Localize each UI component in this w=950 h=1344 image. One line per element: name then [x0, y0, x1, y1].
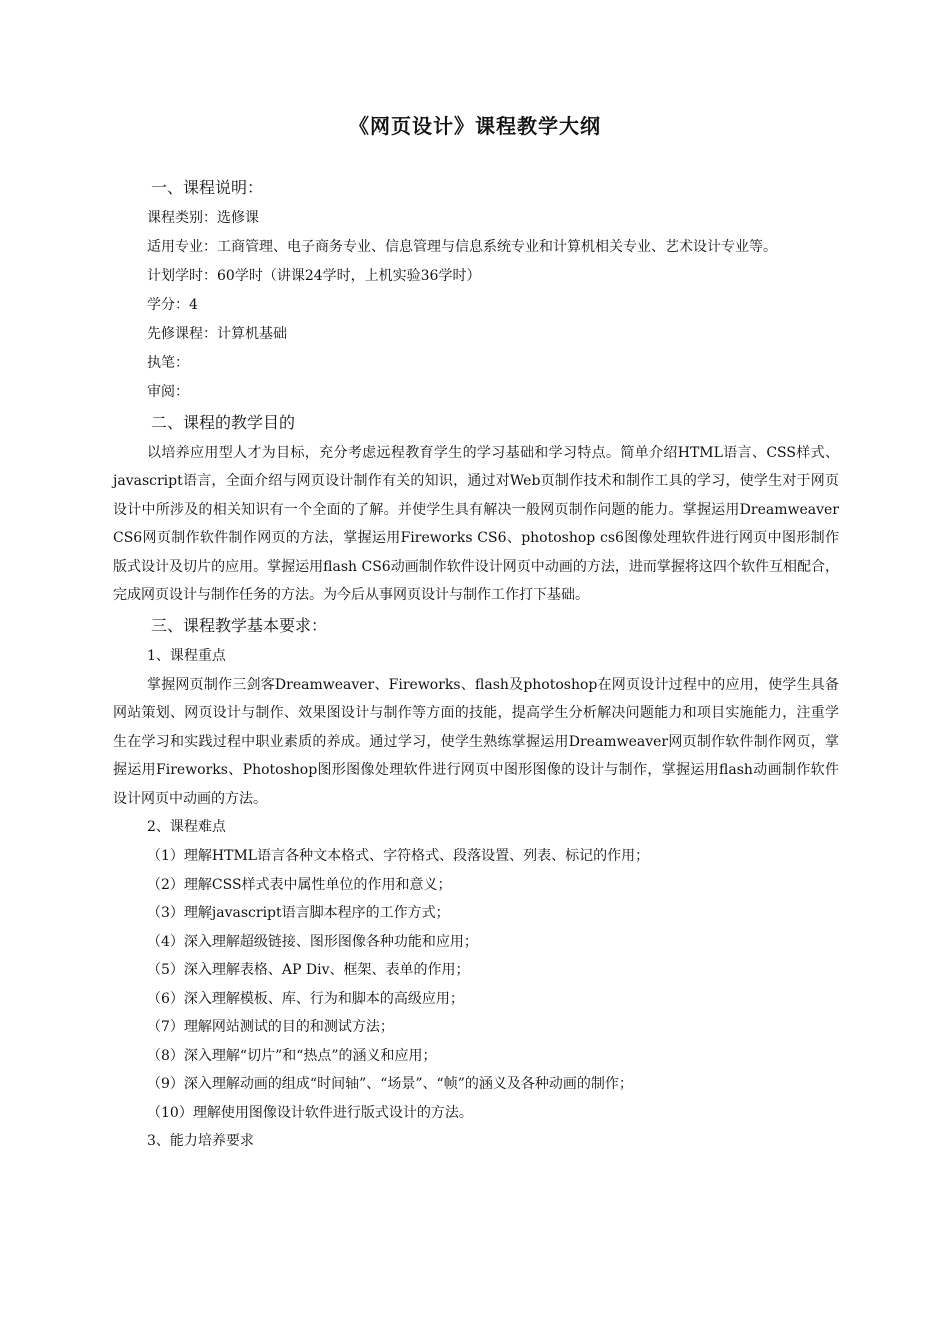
subheading-ability-requirements: 3、能力培养要求 — [147, 1133, 254, 1149]
document-body — [113, 172, 839, 1156]
planned-hours: 计划学时：60学时（讲课24学时，上机实验36学时） — [147, 267, 481, 284]
section-heading-basic-requirements: 三、课程教学基本要求： — [151, 615, 328, 635]
subheading-course-difficulties: 2、课程难点 — [147, 819, 226, 835]
teaching-purpose-paragraph: 以培养应用型人才为目标，充分考虑远程教育学生的学习基础和学习特点。简单介绍HTML语言、CSS样式、javascript语言，全面介绍与网页设计制作有关的知识，通过对Web页制作技术和制作工具的学习，使学生对于网页设计中所涉及的相关知识有一个全面的了解。并使学生具有解决一般网页制作问题的能力。掌握运用Dreamweaver CS6网页制作软件制作网页的方法，掌握运用Fireworks CS6、photoshop cs6图像处理软件进行网页中图形制作版式设计及切片的应用。掌握运用flash CS6动画制作软件设计网页中动画的方法，进而掌握将这四个软件互相配合，完成网页设计与制作任务的方法。为今后从事网页设计与制作工作打下基础。 — [113, 444, 839, 603]
list-item: （9）深入理解动画的组成“时间轴”、“场景”、“帧”的涵义及各种动画的制作； — [147, 1076, 633, 1092]
section-heading-teaching-purpose: 二、课程的教学目的 — [151, 412, 296, 432]
reviewer-field: 审阅： — [147, 383, 189, 400]
course-type: 课程类别：选修课 — [147, 210, 259, 226]
list-item: （2）理解CSS样式表中属性单位的作用和意义； — [147, 876, 452, 893]
document-title: 《网页设计》课程教学大纲 — [349, 114, 601, 138]
section-heading-course-description: 一、课程说明： — [151, 178, 264, 197]
list-item: （1）理解HTML语言各种文本格式、字符格式、段落设置、列表、标记的作用； — [147, 848, 650, 864]
list-item: （7）理解网站测试的目的和测试方法； — [147, 1019, 394, 1035]
list-item: （4）深入理解超级链接、图形图像各种功能和应用； — [147, 933, 478, 950]
author-field: 执笔： — [147, 354, 189, 371]
course-focus-paragraph: 掌握网页制作三剑客Dreamweaver、Fireworks、flash及photoshop在网页设计过程中的应用，使学生具备网站策划、网页设计与制作、效果图设计与制作等方面的技能，提高学生分析解决问题能力和项目实施能力，注重学生在学习和实践过程中职业素质的养成。通过学习，使学生熟练掌握运用Dreamweaver网页制作软件制作网页，掌握运用Fireworks、Photoshop图形图像处理软件进行网页中图形图像的设计与制作，掌握运用flash动画制作软件设计网页中动画的方法。 — [113, 676, 839, 807]
list-item: （6）深入理解模板、库、行为和脚本的高级应用； — [147, 990, 464, 1007]
list-item: （5）深入理解表格、AP Div、框架、表单的作用； — [147, 962, 470, 978]
list-item: （8）深入理解“切片”和“热点”的涵义和应用； — [147, 1047, 437, 1064]
applicable-majors: 适用专业：工商管理、电子商务专业、信息管理与信息系统专业和计算机相关专业、艺术设计专业等。 — [147, 239, 777, 255]
credits: 学分：4 — [147, 296, 198, 313]
prerequisite-course: 先修课程：计算机基础 — [147, 325, 287, 342]
list-item: （10）理解使用图像设计软件进行版式设计的方法。 — [147, 1104, 473, 1121]
subheading-course-focus: 1、课程重点 — [147, 647, 226, 664]
list-item: （3）理解javascript语言脚本程序的工作方式； — [147, 905, 450, 921]
